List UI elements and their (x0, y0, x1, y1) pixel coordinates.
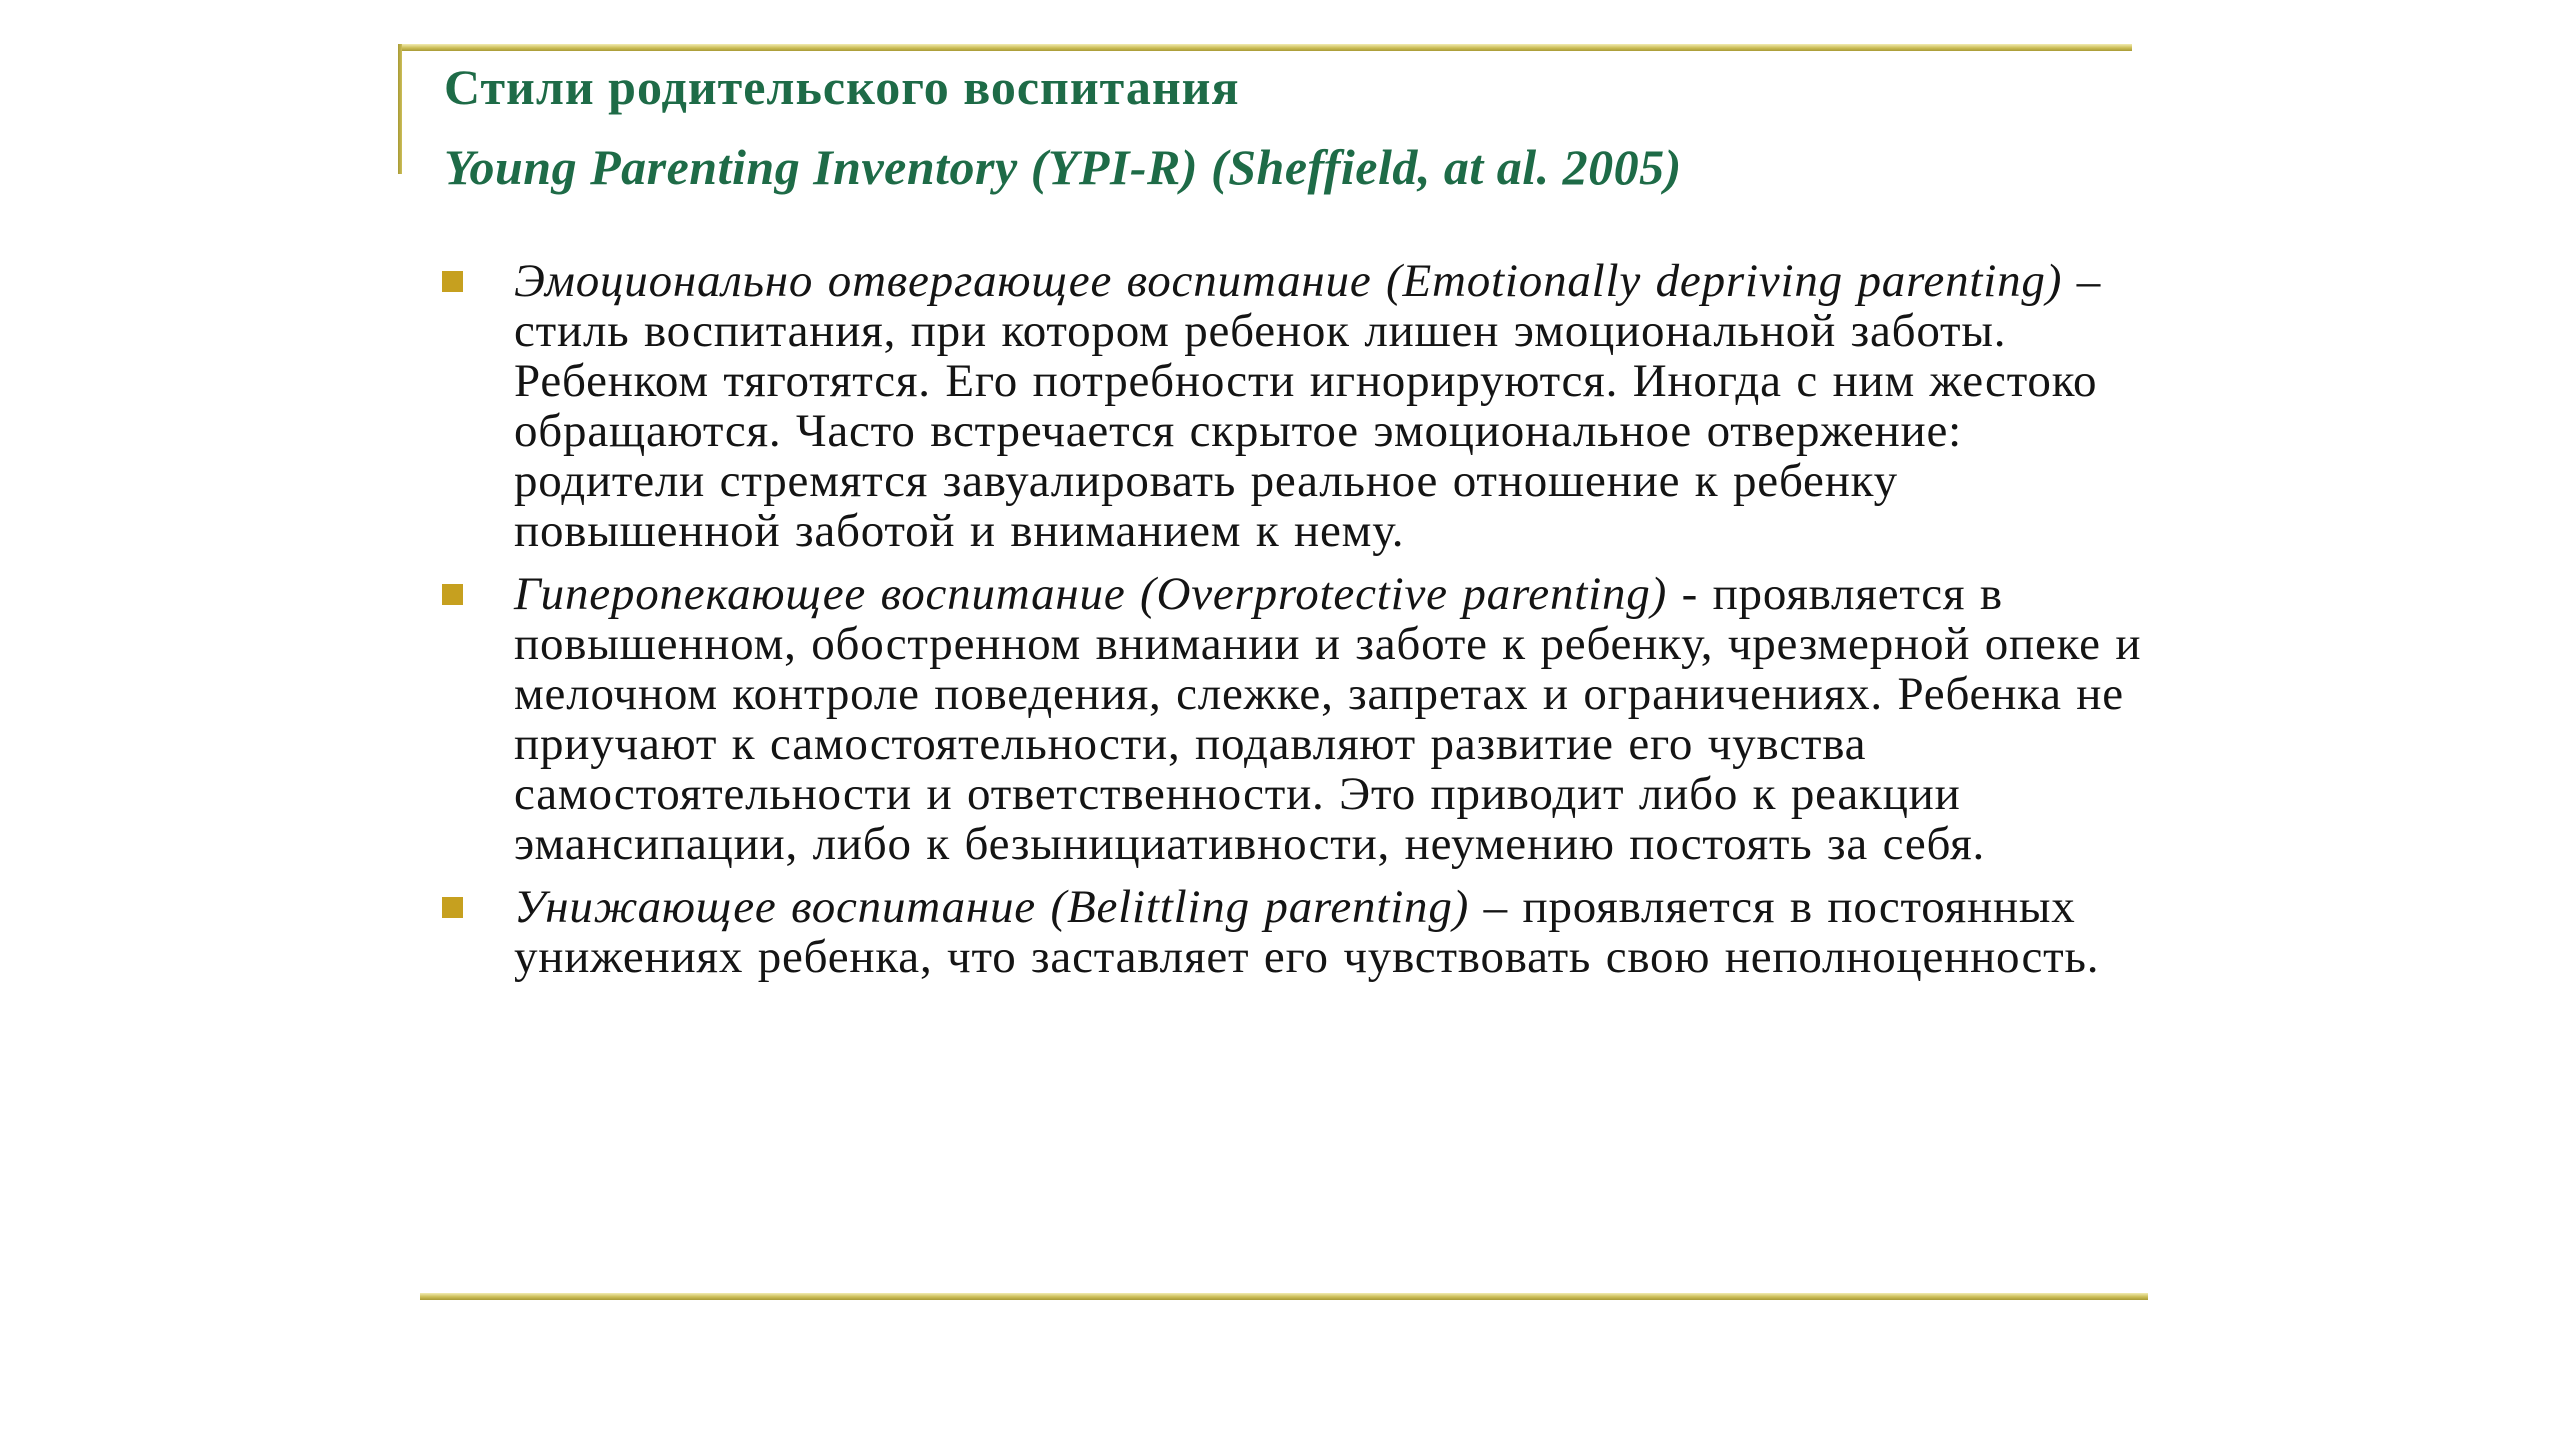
bullet-square-icon (442, 897, 463, 918)
bullet-definition: – стиль воспитания, при котором ребенок лишен эмоциональной заботы. Ребенком тяготятся. Его потребности игнорируются. Иногда с ним жестоко обращаются. Часто встречается скрытое эмоциональное отвержение: родители стремятся завуалировать реальное отношение к ребенку повышенной заботой и вниманием к нему. (514, 255, 2102, 557)
bullet-term: Унижающее воспитание (Belittling parenting) (514, 881, 1470, 933)
slide-title: Стили родительского воспитания (444, 59, 1240, 115)
bullet-term: Гиперопекающее воспитание (Overprotective parenting) (514, 568, 1668, 620)
bullet-item-emotionally-depriving (440, 256, 2152, 556)
left-gold-rule (398, 44, 402, 174)
slide-body (440, 256, 2152, 995)
bullet-square-icon (442, 271, 463, 292)
top-gold-rule (398, 44, 2132, 51)
bullet-definition: - проявляется в повышенном, обостренном внимании и заботе к ребенку, чрезмерной опеке и мелочном контроле поведения, слежке, запретах и ограничениях. Ребенка не приучают к самостоятельности, подавляют развитие его чувства самостоятельности и ответственности. Это приводит либо к реакции эмансипации, либо к безынициативности, неумению постоять за себя. (514, 568, 2142, 870)
bullet-square-icon (442, 584, 463, 605)
bottom-gold-rule (420, 1293, 2148, 1300)
bullet-item-belittling (440, 882, 2152, 982)
bullet-term: Эмоционально отвергающее воспитание (Emotionally depriving parenting) (514, 255, 2063, 307)
bullet-list (440, 256, 2152, 982)
bullet-item-overprotective (440, 569, 2152, 869)
bullet-definition: – проявляется в постоянных унижениях ребенка, что заставляет его чувствовать свою неполноценность. (514, 881, 2100, 983)
slide-subtitle: Young Parenting Inventory (YPI-R) (Sheffield, at al. 2005) (444, 139, 1682, 195)
